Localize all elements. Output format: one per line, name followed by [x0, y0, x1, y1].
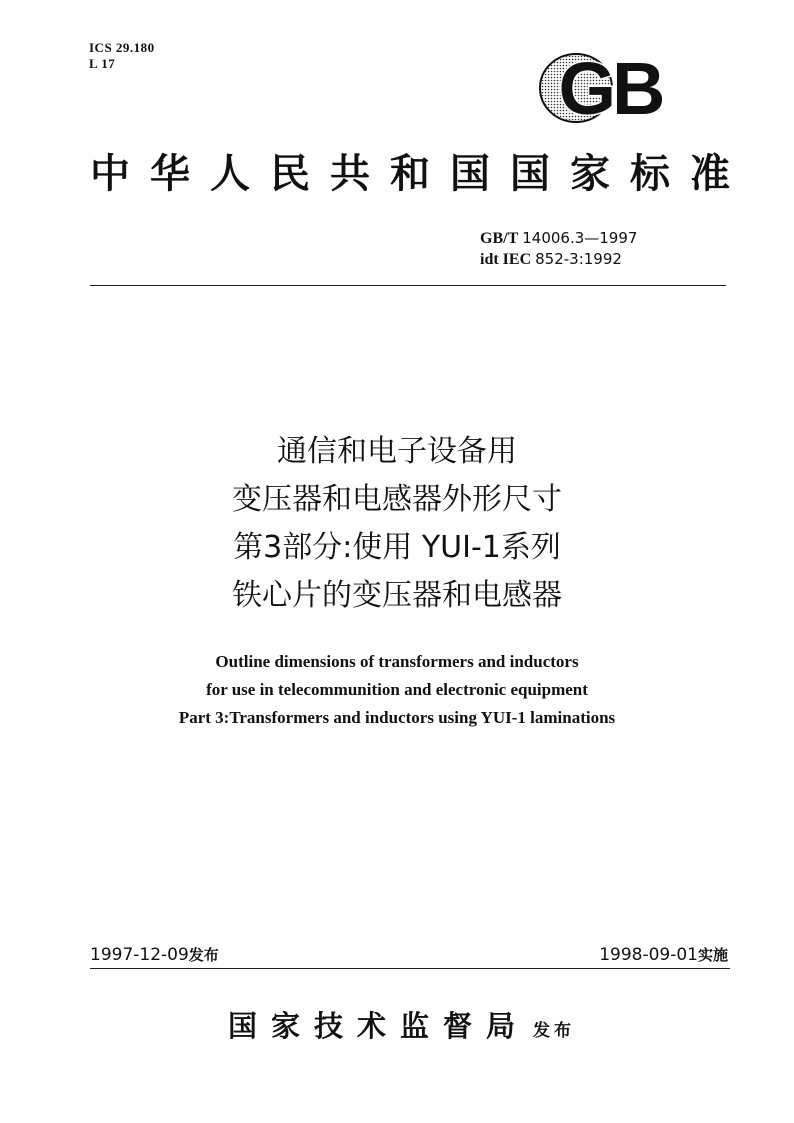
title-char: 中: [90, 150, 130, 197]
effective-date: [599, 944, 728, 966]
effective-date-value: 1998-09-01: [599, 945, 698, 965]
idt-value: 852-3:1992: [535, 250, 622, 268]
title-char: 家: [570, 150, 610, 197]
title-char: 国: [510, 150, 550, 197]
title-char: 共: [330, 150, 370, 197]
idt-label: idt IEC: [480, 251, 532, 268]
issue-date: [90, 944, 219, 966]
title-char: 民: [270, 150, 310, 197]
classification-block: [89, 40, 155, 72]
gb-logo-text: GB: [558, 52, 662, 124]
chinese-title-line: 铁心片的变压器和电感器: [232, 578, 562, 613]
idt-row: [480, 249, 637, 270]
issue-date-suffix: 发布: [188, 946, 219, 964]
publisher-name: 国家技术监督局: [228, 1009, 530, 1043]
effective-date-suffix: 实施: [697, 946, 728, 964]
publisher-suffix: 发布: [533, 1021, 576, 1041]
english-title-line: for use in telecommunition and electronic equipment: [206, 680, 588, 699]
issue-date-value: 1997-12-09: [90, 945, 189, 965]
header-divider: [90, 285, 726, 286]
standard-number-value: 14006.3—1997: [522, 229, 638, 247]
title-char: 准: [690, 150, 730, 197]
title-char: 和: [390, 150, 430, 197]
chinese-title-line: 变压器和电感器外形尺寸: [232, 482, 562, 517]
chinese-title-line: 通信和电子设备用: [277, 434, 517, 469]
standard-number-label: GB/T: [480, 230, 519, 247]
standard-number-row: [480, 228, 637, 249]
national-standard-title: [90, 148, 730, 200]
gb-logo: [538, 52, 680, 124]
chinese-title: [0, 428, 794, 620]
publisher: [228, 1004, 575, 1045]
title-char: 标: [630, 150, 670, 197]
standard-numbers: [480, 228, 637, 270]
ccs-code: L 17: [89, 56, 116, 71]
chinese-title-line: 第3部分:使用 YUI-1系列: [233, 530, 561, 565]
english-title-line: Outline dimensions of transformers and inductors: [215, 652, 579, 671]
english-title: [0, 648, 794, 732]
english-title-line: Part 3:Transformers and inductors using YUI-1 laminations: [178, 708, 616, 727]
footer-divider: [90, 968, 730, 969]
title-char: 人: [210, 150, 250, 197]
title-char: 华: [150, 150, 190, 197]
title-char: 国: [450, 150, 490, 197]
ics-code: ICS 29.180: [89, 40, 155, 55]
